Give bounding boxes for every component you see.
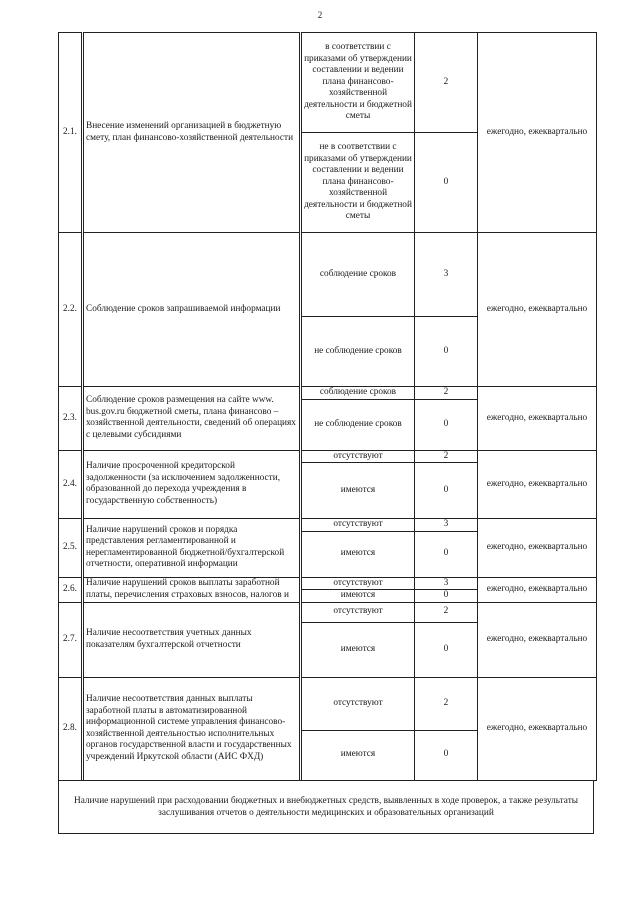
row-number: 2.4. xyxy=(59,450,83,519)
indicator-name: Наличие несоответствия данных выплаты заработной платы в автоматизированной информационной системе управления финансово-хозяйственной деятельностью исполнительных органов государственной власти и государственных учреждений Иркутской области (АИС ФХД) xyxy=(83,677,301,780)
criterion-text: в соответствии с приказами об утверждении составлении и ведении плана финансово-хозяйственной деятельности и бюджетной сметы xyxy=(301,33,415,133)
periodicity: ежегодно, ежеквартально xyxy=(478,450,597,519)
table-row-2-6 xyxy=(59,577,597,590)
row-number: 2.2. xyxy=(59,233,83,387)
criterion-score: 0 xyxy=(415,133,478,233)
criterion-text: отсутствуют xyxy=(301,602,415,622)
criterion-score: 2 xyxy=(415,33,478,133)
criterion-text: не соблюдение сроков xyxy=(301,399,415,450)
criterion-text: имеются xyxy=(301,463,415,519)
footer-text: Наличие нарушений при расходовании бюджетных и внебюджетных средств, выявленных в ходе проверок, а также результаты заслушивания отчетов о деятельности медицинских и образовательных организаций xyxy=(73,796,578,818)
indicator-name: Наличие просроченной кредиторской задолженности (за исключением задолженности, образованной до перехода учреждения в государственную собственность) xyxy=(83,450,301,519)
row-number: 2.3. xyxy=(59,387,83,451)
criterion-score: 0 xyxy=(415,730,478,780)
periodicity: ежегодно, ежеквартально xyxy=(478,577,597,602)
criterion-text: не в соответствии с приказами об утверждении составлении и ведении плана финансово-хозяйственной деятельности и бюджетной сметы xyxy=(301,133,415,233)
indicator-name: Внесение изменений организацией в бюджетную смету, план финансово-хозяйственной деятельности xyxy=(83,33,301,233)
criterion-text: имеются xyxy=(301,730,415,780)
table-row-2-4 xyxy=(59,450,597,463)
section-footer xyxy=(58,780,594,834)
criterion-score: 3 xyxy=(415,519,478,532)
criterion-score: 2 xyxy=(415,602,478,622)
criterion-text: отсутствуют xyxy=(301,577,415,590)
criterion-text: имеются xyxy=(301,531,415,577)
periodicity: ежегодно, ежеквартально xyxy=(478,33,597,233)
indicator-name: Наличие нарушений сроков и порядка представления регламентированной и нерегламентированной бюджетной/бухгалтерской отчетности, оперативной информации xyxy=(83,519,301,578)
criterion-text: имеются xyxy=(301,590,415,603)
criterion-score: 0 xyxy=(415,590,478,603)
criterion-text: отсутствуют xyxy=(301,677,415,730)
criterion-score: 0 xyxy=(415,531,478,577)
indicator-name: Соблюдение сроков запрашиваемой информации xyxy=(83,233,301,387)
indicator-name: Наличие несоответствия учетных данных показателям бухгалтерской отчетности xyxy=(83,602,301,677)
criterion-text: не соблюдение сроков xyxy=(301,317,415,387)
row-number: 2.6. xyxy=(59,577,83,602)
periodicity: ежегодно, ежеквартально xyxy=(478,519,597,578)
row-number: 2.1. xyxy=(59,33,83,233)
table-row-2-5 xyxy=(59,519,597,532)
table-row-2-7 xyxy=(59,602,597,622)
criterion-text: отсутствуют xyxy=(301,519,415,532)
criteria-table xyxy=(58,32,597,781)
criterion-text: соблюдение сроков xyxy=(301,233,415,317)
periodicity: ежегодно, ежеквартально xyxy=(478,602,597,677)
indicator-name: Соблюдение сроков размещения на сайте www. bus.gov.ru бюджетной сметы, плана финансово – хозяйственной деятельности, сведений об операциях с целевыми субсидиями xyxy=(83,387,301,451)
page-number: 2 xyxy=(317,10,323,20)
criterion-score: 0 xyxy=(415,622,478,677)
periodicity: ежегодно, ежеквартально xyxy=(478,387,597,451)
criterion-text: отсутствуют xyxy=(301,450,415,463)
criterion-score: 0 xyxy=(415,463,478,519)
criterion-score: 3 xyxy=(415,233,478,317)
table-row-2-1 xyxy=(59,33,597,133)
criterion-score: 2 xyxy=(415,677,478,730)
row-number: 2.7. xyxy=(59,602,83,677)
criterion-score: 2 xyxy=(415,450,478,463)
row-number: 2.5. xyxy=(59,519,83,578)
criterion-score: 3 xyxy=(415,577,478,590)
criterion-text: соблюдение сроков xyxy=(301,387,415,400)
table-row-2-3 xyxy=(59,387,597,400)
criterion-score: 0 xyxy=(415,317,478,387)
criterion-text: имеются xyxy=(301,622,415,677)
periodicity: ежегодно, ежеквартально xyxy=(478,233,597,387)
table-row-2-8 xyxy=(59,677,597,730)
table-row-2-2 xyxy=(59,233,597,317)
periodicity: ежегодно, ежеквартально xyxy=(478,677,597,780)
criterion-score: 0 xyxy=(415,399,478,450)
row-number: 2.8. xyxy=(59,677,83,780)
indicator-name: Наличие нарушений сроков выплаты заработной платы, перечисления страховых взносов, налогов и xyxy=(83,577,301,602)
criterion-score: 2 xyxy=(415,387,478,400)
